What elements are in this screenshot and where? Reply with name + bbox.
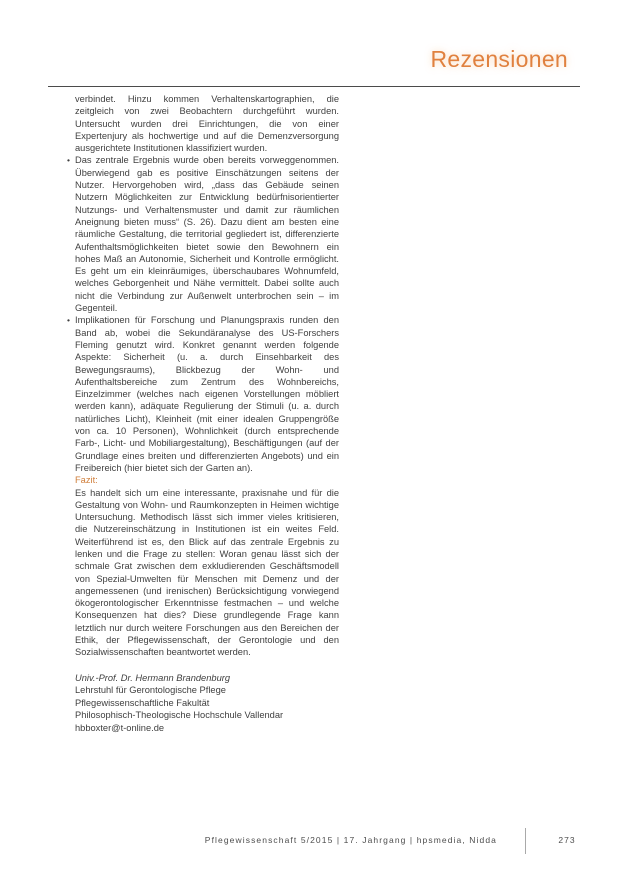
fazit-heading: Fazit: xyxy=(75,475,98,486)
bullet-paragraph: Das zentrale Ergebnis wurde oben bereits vorweggenommen. Überwiegend gab es positive Einschätzungen seitens der Nutzer. Hervorgehoben wird, „dass das Gebäude seinen Nutzern Möglichkeiten zur Entwicklung bedürfnisorientierter Nutzungs- und Verhaltensmuster und damit zur räumlichen Aneignung bieten muss“ (S. 26). Dazu dient am besten eine räumliche Gestaltung, die territorial gegliedert ist, differenzierte Aufenthaltsmöglichkeiten bietet sowie den Bewohnern ein hohes Maß an Autonomie, Sicherheit und Kontrolle ermöglicht. Es geht um ein kleinräumiges, überschaubares Wohnumfeld, welches Geborgenheit und Nähe vermittelt. Dabei sollte auch nicht die Verbindung zur Außenwelt unterbrochen sein – im Gegenteil. xyxy=(75,155,339,314)
footer-journal-line: Pflegewissenschaft 5/2015 | 17. Jahrgang | hpsmedia, Nidda xyxy=(204,835,497,845)
author-affiliation-line: Pflegewissenschaftliche Fakultät xyxy=(75,697,210,708)
author-name: Univ.-Prof. Dr. Hermann Brandenburg xyxy=(75,672,231,683)
list-item xyxy=(67,314,339,474)
header-divider xyxy=(48,86,580,87)
list-item xyxy=(67,154,339,314)
page-title: Rezensionen xyxy=(430,46,568,72)
bullet-icon: • xyxy=(67,315,70,326)
bullet-paragraph: Implikationen für Forschung und Planungspraxis runden den Band ab, wobei die Sekundäranalyse des US-Forschers Fleming genutzt wird. Konkret genannt werden folgende Aspekte: Sicherheit (u. a. durch Einsehbarkeit des Bewegungsraums), Blickbezug der Wohn- und Aufenthaltsbereiche zum Zentrum des Wohnbereichs, Einzelzimmer (welches nach eigenen Vorstellungen möbliert werden kann), adäquate Regulierung der Stimuli (u. a. durch natürliches Licht), Kleinheit (mit einer idealen Gruppengröße von ca. 10 Personen), Wohnlichkeit (durch entsprechende Farb-, Licht- und Mobiliargestaltung), Beschäftigungen (auf der Grundlage eines breiten und differenzierten Angebots) und ein Freibereich (hier bietet sich der Garten an). xyxy=(75,315,339,473)
author-email: hbboxter@t-online.de xyxy=(75,723,165,734)
fazit-paragraph: Es handelt sich um eine interessante, praxisnahe und für die Gestaltung von Wohn- und Raumkonzepten in Heimen wichtige Untersuchung. Methodisch lässt sich immer vieles kritisieren, die Nutzereinschätzung in Institutionen ist ein weites Feld. Weiterführend ist es, den Blick auf das zentrale Ergebnis zu lenken und die Frage zu stellen: Woran genau lässt sich der schmale Grat zwischen dem exkludierenden Geschäftsmodell von Spezial-Umwelten für Menschen mit Demenz und der angemessenen (und irenischen) Berücksichtigung vorwiegend ökogerontologischer Erkenntnisse festmachen – und welche Konsequenzen hat dies? Diese grundlegende Frage kann letztlich nur durch weitere Forschungen aus den Bereichen der Ethik, der Pflegewissenschaft, der Gerontologie und den Sozialwissenschaften beantwortet werden. xyxy=(75,487,339,658)
page-number: 273 xyxy=(558,835,576,845)
author-block xyxy=(75,672,339,735)
author-affiliation-line: Philosophisch-Theologische Hochschule Vallendar xyxy=(75,710,284,721)
continuation-paragraph: verbindet. Hinzu kommen Verhaltenskartographien, die zeitgleich von zwei Beobachtern durchgeführt wurden. Untersucht wurden drei Einrichtungen, die von einer Expertenjury als hochwertige und auf die Demenzversorgung ausgerichtete Institutionen klassifiziert wurden. xyxy=(75,94,339,154)
text-column xyxy=(67,93,339,735)
footer-divider xyxy=(525,828,526,854)
bullet-icon: • xyxy=(67,155,70,166)
page-footer xyxy=(0,832,637,862)
author-affiliation-line: Lehrstuhl für Gerontologische Pflege xyxy=(75,685,226,696)
